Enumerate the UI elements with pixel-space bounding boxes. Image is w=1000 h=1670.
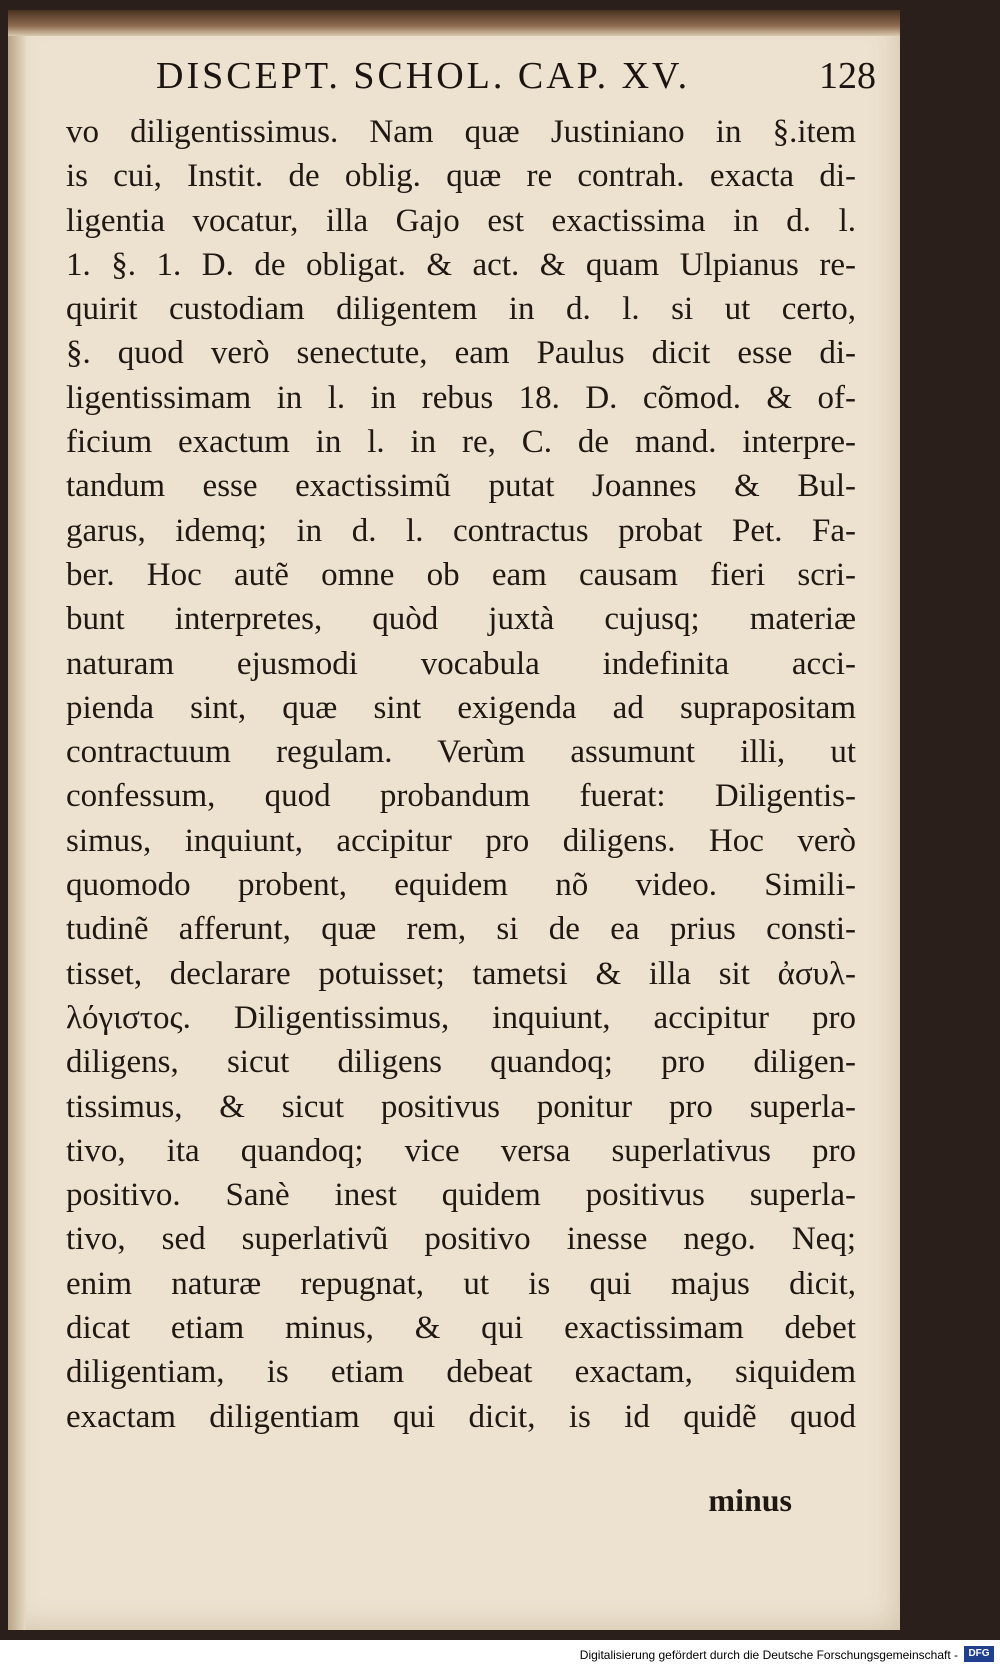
text-line: positivo. Sanè inest quidem positivus superla- bbox=[66, 1177, 856, 1214]
text-line: quomodo probent, equidem nõ video. Simili- bbox=[66, 867, 856, 904]
text-line: garus, idemq; in d. l. contractus probat Pet. Fa- bbox=[66, 512, 856, 549]
text-line: ber. Hoc autẽ omne ob eam causam fieri scri- bbox=[66, 556, 856, 593]
page-header bbox=[156, 54, 876, 104]
text-line: tivo, ita quandoq; vice versa superlativus pro bbox=[66, 1132, 856, 1169]
text-line: quirit custodiam diligentem in d. l. si ut certo, bbox=[66, 291, 856, 328]
text-line: vo diligentissimus. Nam quæ Justiniano in §.item bbox=[66, 114, 856, 150]
footer-bar bbox=[0, 1640, 1000, 1670]
body-text bbox=[66, 110, 856, 1439]
text-line: 1. §. 1. D. de obligat. & act. & quam Ulpianus re- bbox=[66, 246, 856, 283]
text-line: is cui, Instit. de oblig. quæ re contrah. exacta di- bbox=[66, 158, 856, 195]
footer-credit: Digitalisierung gefördert durch die Deutsche Forschungsgemeinschaft - bbox=[579, 1648, 958, 1662]
text-line: exactam diligentiam qui dicit, is id quidẽ quod bbox=[66, 1398, 856, 1435]
book-page bbox=[8, 10, 900, 1630]
text-line: confessum, quod probandum fuerat: Diligentis- bbox=[66, 778, 856, 815]
text-line: tissimus, & sicut positivus ponitur pro superla- bbox=[66, 1088, 856, 1125]
text-line: bunt interpretes, quòd juxtà cujusq; materiæ bbox=[66, 601, 856, 638]
dfg-logo: DFG bbox=[964, 1646, 994, 1662]
page-top-edge bbox=[8, 10, 900, 36]
page-binding-edge bbox=[8, 10, 26, 1630]
text-line: §. quod verò senectute, eam Paulus dicit esse di- bbox=[66, 335, 856, 372]
text-line: simus, inquiunt, accipitur pro diligens. Hoc verò bbox=[66, 822, 856, 859]
text-line: tandum esse exactissimũ putat Joannes & Bul- bbox=[66, 468, 856, 505]
text-line: tudinẽ afferunt, quæ rem, si de ea prius consti- bbox=[66, 911, 856, 948]
text-line: contractuum regulam. Verùm assumunt illi, ut bbox=[66, 734, 856, 771]
text-line: naturam ejusmodi vocabula indefinita acci- bbox=[66, 645, 856, 682]
text-line: pienda sint, quæ sint exigenda ad suprapositam bbox=[66, 689, 856, 726]
text-line: ligentia vocatur, illa Gajo est exactissima in d. l. bbox=[66, 202, 856, 239]
text-line: diligentiam, is etiam debeat exactam, siquidem bbox=[66, 1354, 856, 1391]
text-line: enim naturæ repugnat, ut is qui majus dicit, bbox=[66, 1265, 856, 1302]
text-line: diligens, sicut diligens quandoq; pro diligen- bbox=[66, 1044, 856, 1081]
catchword: minus bbox=[708, 1482, 792, 1518]
text-line: tisset, declarare potuisset; tametsi & illa sit ἀσυλ- bbox=[66, 955, 856, 992]
text-line: ficium exactum in l. in re, C. de mand. interpre- bbox=[66, 424, 856, 461]
text-line: λόγιστος. Diligentissimus, inquiunt, accipitur pro bbox=[66, 999, 856, 1036]
page-number: 128 bbox=[819, 55, 876, 97]
text-line: dicat etiam minus, & qui exactissimam debet bbox=[66, 1310, 856, 1347]
text-line: ligentissimam in l. in rebus 18. D. cõmod. & of- bbox=[66, 379, 856, 416]
running-head: DISCEPT. SCHOL. CAP. XV. bbox=[156, 55, 691, 97]
text-line: tivo, sed superlativũ positivo inesse nego. Neq; bbox=[66, 1221, 856, 1258]
